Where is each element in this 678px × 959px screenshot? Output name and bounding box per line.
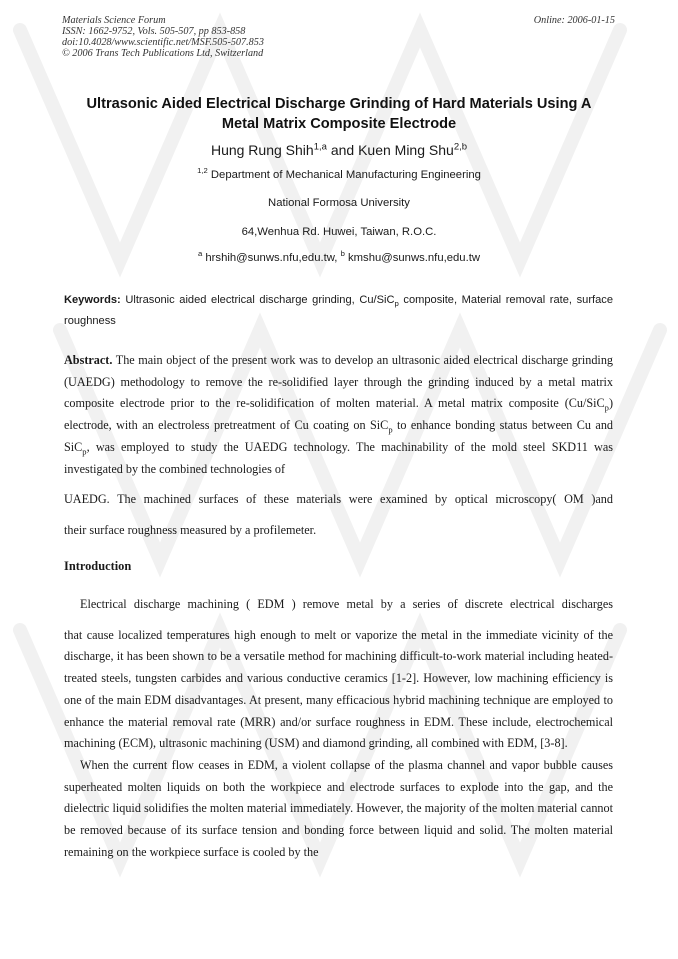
title-line-1: Ultrasonic Aided Electrical Discharge Grinding of Hard Materials Using A <box>86 96 592 112</box>
paper-title <box>40 94 638 134</box>
author-1-affiliation-mark: 1,a <box>313 141 327 153</box>
abstract-sub-3: p <box>82 446 87 457</box>
abstract-text-2: ) electrode, with an electroless pretreatment of Cu coating on SiC <box>64 396 613 433</box>
copyright-line: © 2006 Trans Tech Publications Ltd, Switzerland <box>62 48 264 59</box>
issn-line: ISSN: 1662-9752, Vols. 505-507, pp 853-858 <box>62 26 246 37</box>
keywords-subscript: p <box>394 299 399 309</box>
abstract <box>64 350 613 542</box>
doi-line: doi:10.4028/www.scientific.net/MSF.505-507.853 <box>62 37 264 48</box>
affiliation-mark: 1,2 <box>197 166 208 176</box>
abstract-text-3: to enhance bonding status between Cu and SiC <box>64 418 614 454</box>
author-list <box>0 140 678 160</box>
online-date: Online: 2006-01-15 <box>533 15 615 26</box>
author-conjunction: and <box>326 142 359 158</box>
abstract-sub-1: p <box>604 402 609 413</box>
introduction-body <box>64 594 613 863</box>
abstract-text-1: The main object of the present work was to develop an ultrasonic aided electrical discharge grinding (UAEDG) methodology to remove the re-solidified layer through the grinding induced by a metal matrix composite electrode prior to the re-solidification of molten material. A metal matrix composite (Cu/SiC <box>64 353 614 411</box>
abstract-paragraph <box>64 350 613 480</box>
journal-name: Materials Science Forum <box>62 15 166 26</box>
journal-header <box>62 15 264 59</box>
affiliation-university: National Formosa University <box>268 197 410 209</box>
affiliation-emails <box>0 250 678 266</box>
intro-paragraph-2: When the current flow ceases in EDM, a violent collapse of the plasma channel and vapor bubble causes superheated molten liquids on both the workpiece and electrode surfaces to explode into the gap, and the dielectric liquid solidifies the molten material immediately. However, the majority of the molten material cannot be removed because of its surface tension and bonding force between liquid and solid. The molten material remaining on the workpiece surface is cooled by the <box>64 757 613 859</box>
keywords <box>64 290 613 332</box>
email-b-mark: b <box>340 249 345 259</box>
keywords-label: Keywords: <box>64 294 121 306</box>
email-a-mark: a <box>197 249 203 259</box>
author-1: Hung Rung Shih <box>210 142 314 158</box>
abstract-sub-2: p <box>388 424 393 435</box>
email-a[interactable]: hrshih@sunws.nfu,edu.tw, <box>205 252 338 264</box>
department-name: Department of Mechanical Manufacturing Engineering <box>210 169 481 181</box>
introduction-heading: Introduction <box>64 559 132 573</box>
abstract-line-uaedg: UAEDG. The machined surfaces of these materials were examined by optical microscopy( OM )and <box>64 492 613 507</box>
intro-first-line: Electrical discharge machining ( EDM ) remove metal by a series of discrete electrical discharges <box>80 597 613 611</box>
author-2: Kuen Ming Shu <box>358 142 454 158</box>
title-line-2: Metal Matrix Composite Electrode <box>221 116 457 132</box>
affiliation-address: 64,Wenhua Rd. Huwei, Taiwan, R.O.C. <box>241 226 437 238</box>
abstract-label: Abstract. <box>64 353 113 367</box>
author-2-affiliation-mark: 2,b <box>453 141 468 153</box>
email-b[interactable]: kmshu@sunws.nfu,edu.tw <box>348 252 481 264</box>
intro-paragraph-1: that cause localized temperatures high enough to melt or vaporize the metal in the immediate vicinity of the discharge, it has been shown to be a versatile method for machining difficult-to-work material including heated-treated steels, tungsten carbides and various conductive ceramics [1-2]. However, low machining efficiency is one of the main EDM disadvantages. At present, many efficacious hybrid machining technique are employed to enhance the material removal rate (MRR) and/or surface roughness in EDM. These include, electrochemical machining (ECM), ultrasonic machining (USM) and diamond grinding, all combined with EDM, [3-8]. <box>64 627 613 751</box>
keywords-text-2: composite, Material removal rate, surface roughness <box>64 294 613 327</box>
affiliation-department <box>0 167 678 183</box>
abstract-line-last: their surface roughness measured by a profilemeter. <box>64 522 317 537</box>
abstract-text-4: , was employed to study the UAEDG technology. The machinability of the mold steel SKD11 was investigated by the combined technologies of <box>64 439 613 476</box>
keywords-text-1: Ultrasonic aided electrical discharge grinding, Cu/SiC <box>125 294 395 306</box>
